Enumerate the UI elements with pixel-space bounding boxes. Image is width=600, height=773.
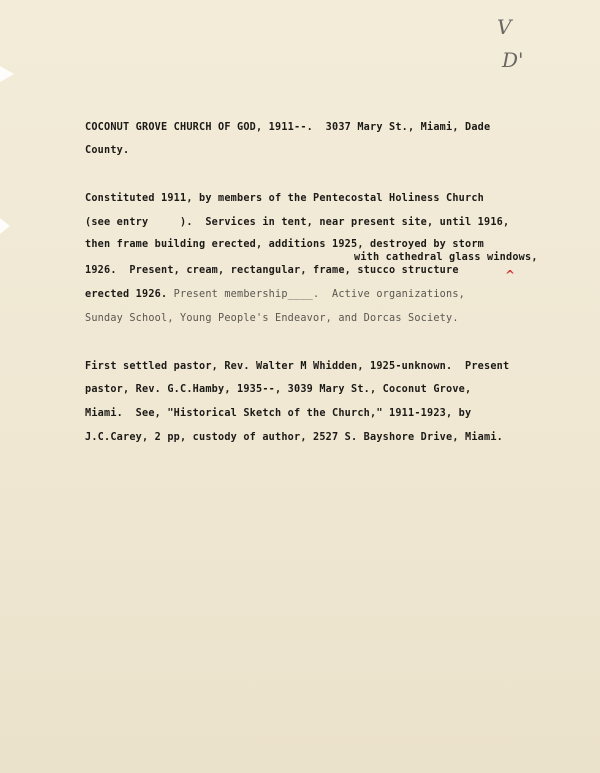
pastor-line2: pastor, Rev. G.C.Hamby, 1935--, 3039 Mary St., Coconut Grove,: [85, 384, 472, 395]
insertion-caret: ^: [505, 268, 516, 282]
history-line1: Constituted 1911, by members of the Pentecostal Holiness Church: [85, 193, 485, 204]
pastor-line3: Miami. See, "Historical Sketch of the Church," 1911-1923, by: [85, 408, 472, 419]
margin-mark-v: V: [497, 15, 512, 39]
pastor-line4: J.C.Carey, 2 pp, custody of author, 2527 S. Bayshore Drive, Miami.: [85, 432, 504, 443]
entry-heading-line2: County.: [85, 145, 130, 156]
history-line5: [85, 289, 465, 301]
history-line6: Sunday School, Young People's Endeavor, and Dorcas Society.: [85, 313, 459, 324]
page-edge-mark: [0, 218, 10, 234]
history-line2: (see entry ). Services in tent, near present site, until 1916,: [85, 217, 510, 228]
history-line5-start: erected 1926.: [85, 289, 168, 300]
history-line3: then frame building erected, additions 1925, destroyed by storm: [85, 239, 485, 250]
typed-insertion: with cathedral glass windows,: [354, 252, 538, 263]
history-line4: 1926. Present, cream, rectangular, frame, stucco structure: [85, 265, 459, 276]
margin-mark-d: D': [502, 48, 524, 72]
pastor-line1: First settled pastor, Rev. Walter M Whidden, 1925-unknown. Present: [85, 361, 510, 372]
page-edge-mark: [0, 66, 14, 82]
entry-heading-line1: COCONUT GROVE CHURCH OF GOD, 1911--. 3037 Mary St., Miami, Dade: [85, 122, 491, 133]
history-line5-end: Present membership____. Active organizations,: [167, 289, 466, 300]
